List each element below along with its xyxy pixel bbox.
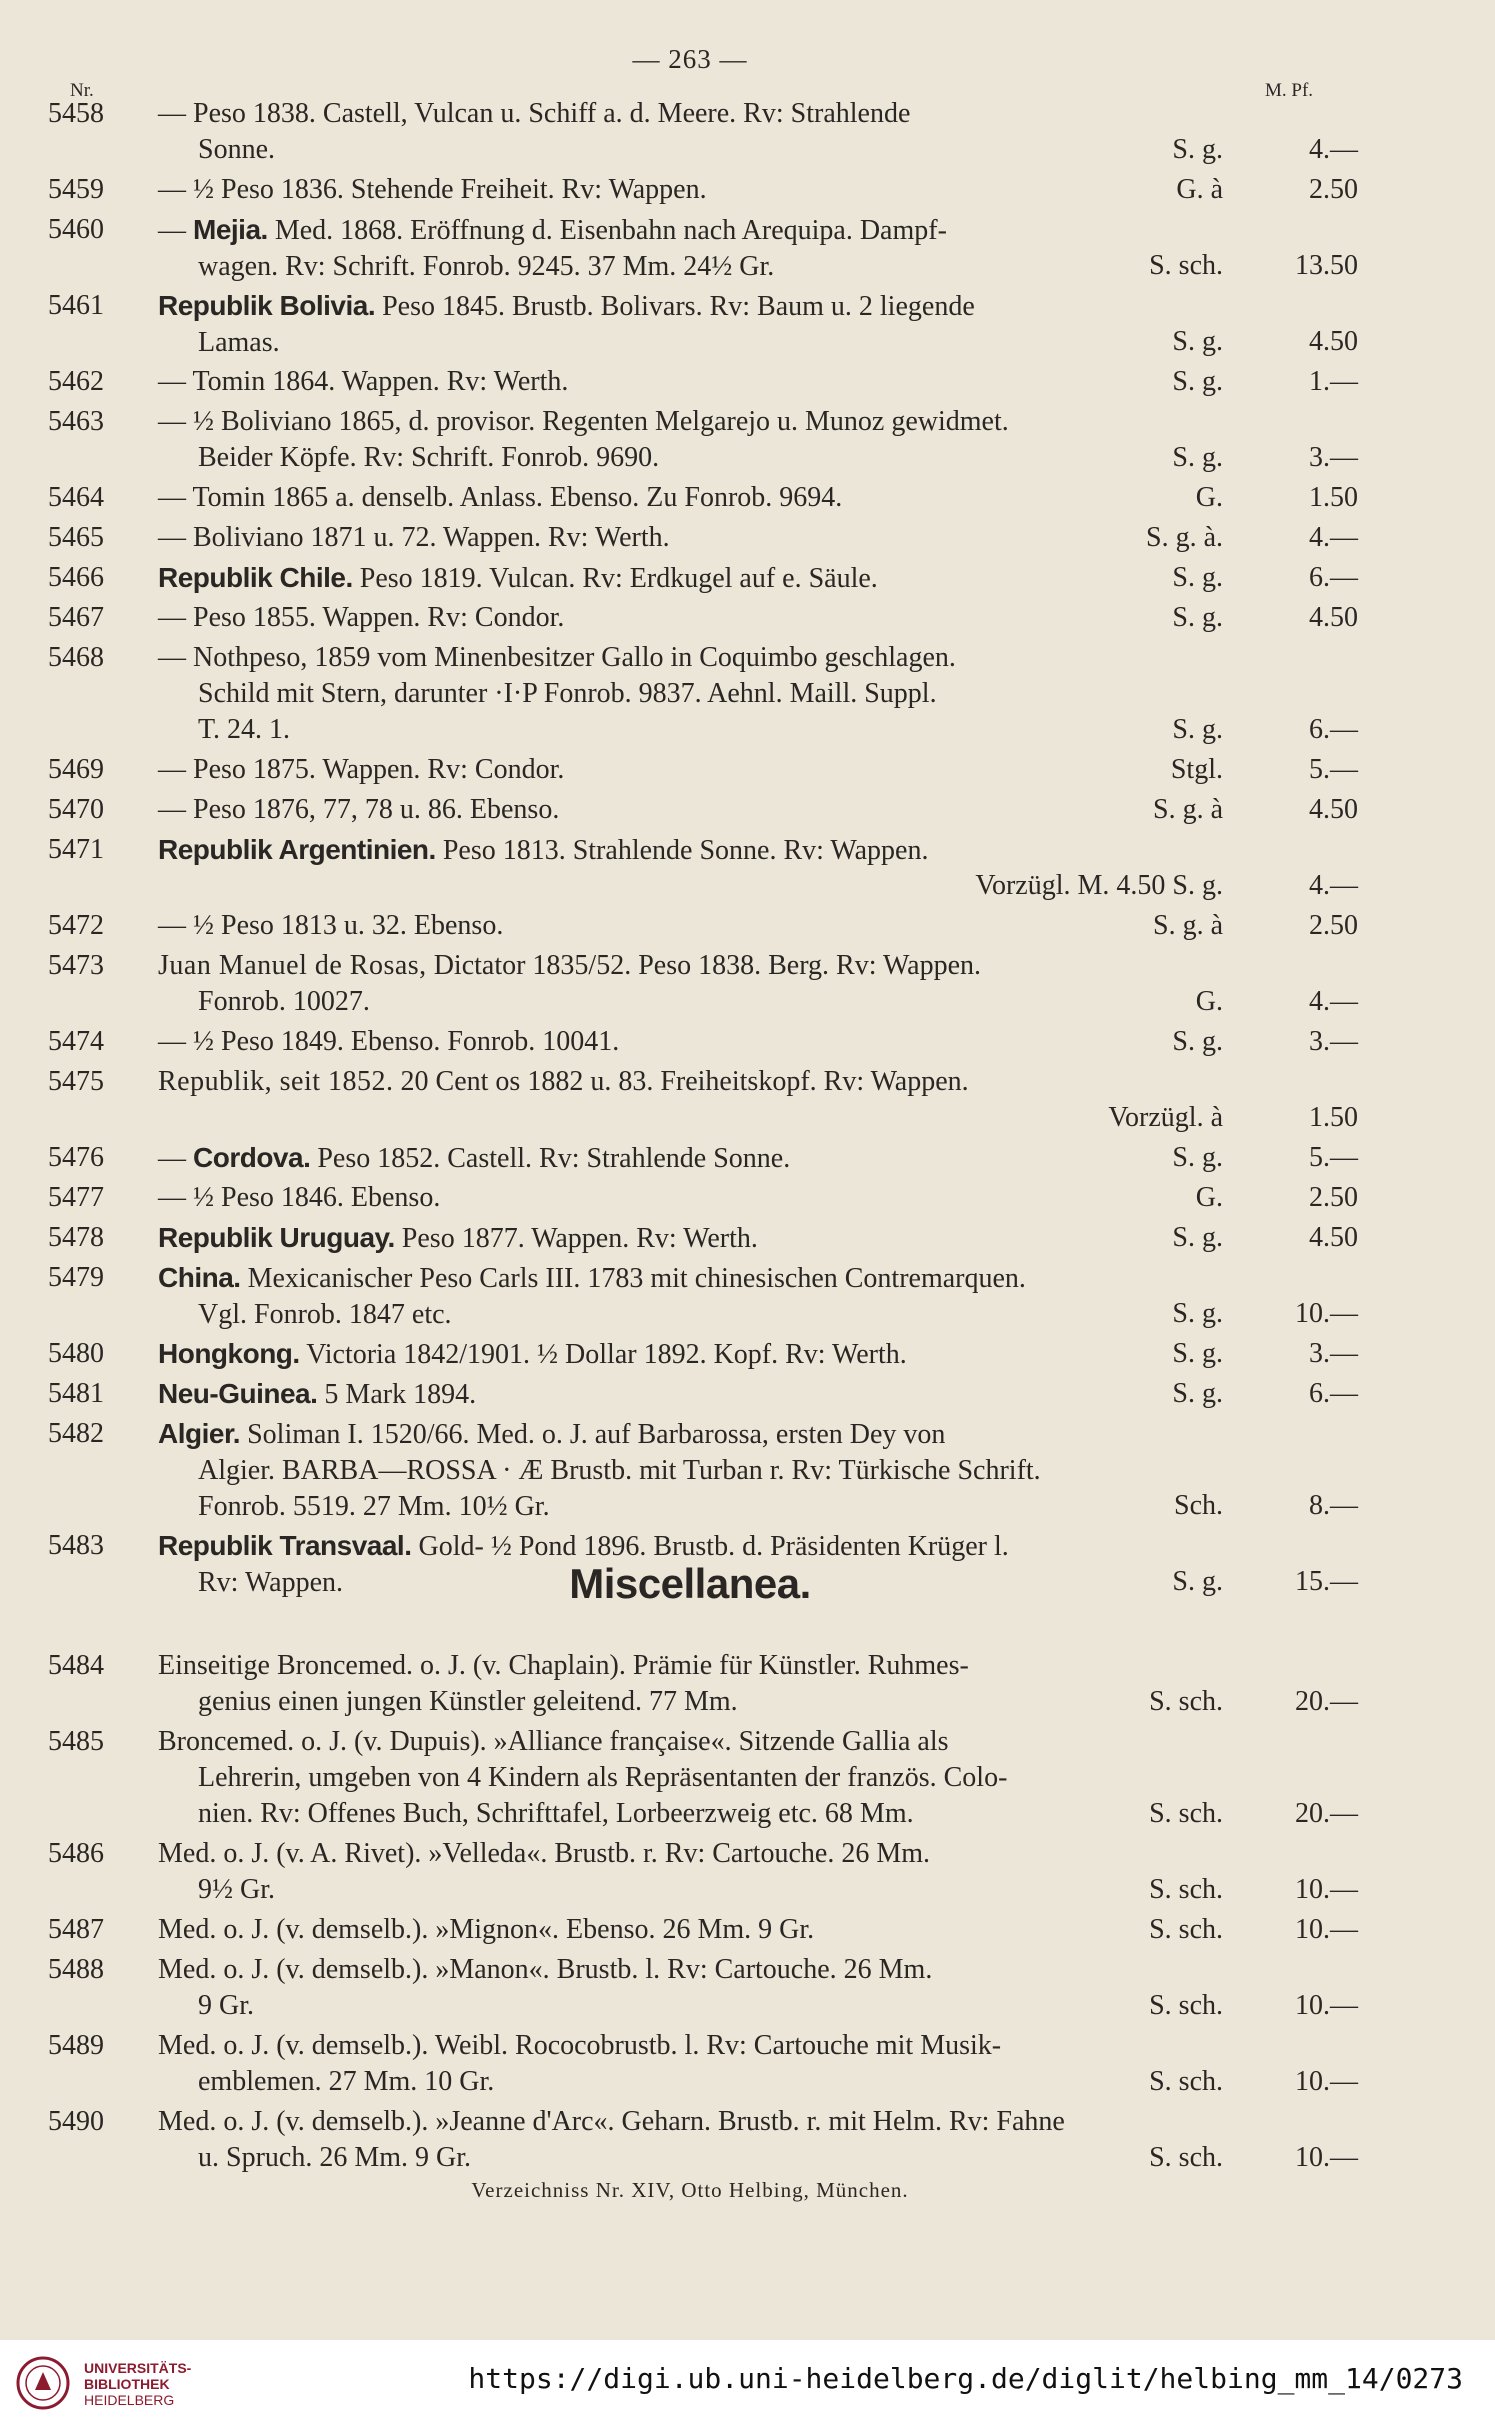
entry-number: 5464: [48, 482, 104, 513]
entry-grade: S. sch.: [1149, 1990, 1223, 2021]
description-line: [158, 212, 1158, 249]
description-line: [158, 364, 1158, 400]
entry-price: 6.—: [1309, 714, 1358, 745]
text-segment: Soliman I. 1520/66. Med. o. J. auf Barbarossa, ersten Dey von: [240, 1419, 946, 1450]
page-number: — 263 —: [632, 44, 748, 74]
entry-price: 1.50: [1309, 1102, 1358, 1133]
entry-price: 4.—: [1309, 870, 1358, 901]
entry-description: [158, 908, 1158, 944]
text-segment: 5 Mark 1894.: [317, 1379, 477, 1410]
text-segment: Med. o. J. (v. demselb.). »Jeanne d'Arc«. Geharn. Brustb. r. mit Helm. Rv: Fahne: [158, 2106, 1065, 2137]
entry-number: 5484: [48, 1650, 104, 1681]
description-line: [158, 752, 1158, 788]
entry-number: 5468: [48, 642, 104, 673]
entry-number: 5482: [48, 1418, 104, 1449]
entry-grade: S. sch.: [1149, 250, 1223, 281]
text-segment: Lamas.: [198, 327, 280, 358]
heading-word: Republik Bolivia.: [158, 290, 376, 321]
entry-description: [158, 364, 1158, 400]
entry-description: [158, 520, 1158, 556]
heading-word: Republik Transvaal.: [158, 1530, 412, 1561]
description-line: [158, 1376, 1158, 1413]
entry-number: 5489: [48, 2030, 104, 2061]
entry-description: [158, 1724, 1158, 1832]
entry-grade: Stgl.: [1170, 754, 1223, 785]
text-segment: — ½ Peso 1836. Stehende Freiheit. Rv: Wappen.: [158, 174, 707, 205]
entry-number: 5463: [48, 406, 104, 437]
heading-word: Algier.: [158, 1418, 241, 1449]
entry-number: 5480: [48, 1338, 104, 1369]
text-segment: — ½ Peso 1849. Ebenso. Fonrob. 10041.: [158, 1026, 620, 1057]
entry-grade: S. sch.: [1149, 1874, 1223, 1905]
text-segment: Peso 1819. Vulcan. Rv: Erdkugel auf e. Säule.: [352, 563, 878, 594]
column-header-price: M. Pf.: [1265, 80, 1314, 101]
logo-line: HEIDELBERG: [84, 2392, 175, 2408]
entry-description: [158, 792, 1158, 828]
viewer-bottom-bar: [0, 2340, 1495, 2426]
entry-price: 4.50: [1309, 326, 1358, 357]
entry-grade: S. g.: [1172, 1566, 1223, 1597]
description-line: [158, 440, 1158, 476]
description-line: [158, 2064, 1158, 2100]
entry-number: 5488: [48, 1954, 104, 1985]
description-line: [158, 288, 1158, 325]
entry-price: 20.—: [1295, 1686, 1358, 1717]
description-line: [158, 1724, 1158, 1760]
entry-description: [158, 1416, 1158, 1525]
text-segment: — Peso 1876, 77, 78 u. 86. Ebenso.: [158, 794, 560, 825]
entry-price: 8.—: [1309, 1490, 1358, 1521]
entry-grade: S. g. à: [1153, 794, 1223, 825]
description-line: [158, 325, 1158, 361]
entry-description: [158, 2104, 1158, 2176]
entry-number: 5481: [48, 1378, 104, 1409]
text-segment: Sonne.: [198, 134, 275, 165]
entry-description: [158, 560, 1158, 597]
text-segment: Fonrob. 5519. 27 Mm. 10½ Gr.: [198, 1491, 550, 1522]
entry-price: 2.50: [1309, 1182, 1358, 1213]
entry-number: 5478: [48, 1222, 104, 1253]
entry-description: [158, 1024, 1158, 1060]
entry-grade: S. g.: [1172, 714, 1223, 745]
entry-price: 5.—: [1309, 1142, 1358, 1173]
entry-price: 10.—: [1295, 1914, 1358, 1945]
entry-description: [158, 1376, 1158, 1413]
entry-number: 5490: [48, 2106, 104, 2137]
entry-description: [158, 1180, 1158, 1216]
description-line: [158, 1684, 1158, 1720]
entry-price: 10.—: [1295, 1298, 1358, 1329]
entry-description: [158, 212, 1158, 285]
description-line: [158, 792, 1158, 828]
entry-grade: S. sch.: [1149, 1914, 1223, 1945]
description-line: [158, 1140, 1158, 1177]
entry-number: 5458: [48, 98, 104, 129]
entry-grade: Sch.: [1174, 1490, 1223, 1521]
heading-word: Neu-Guinea.: [158, 1378, 318, 1409]
description-line: [158, 1988, 1158, 2024]
text-segment: emblemen. 27 Mm. 10 Gr.: [198, 2066, 495, 2097]
text-segment: 9 Gr.: [198, 1990, 254, 2021]
entry-number: 5470: [48, 794, 104, 825]
entry-price: 10.—: [1295, 2066, 1358, 2097]
description-line: [158, 132, 1158, 168]
entry-description: [158, 948, 1158, 1020]
text-segment: — ½ Peso 1846. Ebenso.: [158, 1182, 441, 1213]
text-segment: Victoria 1842/1901. ½ Dollar 1892. Kopf. Rv: Werth.: [299, 1339, 907, 1370]
heading-word: Republik Uruguay.: [158, 1222, 395, 1253]
entry-description: [158, 96, 1158, 168]
entry-price: 3.—: [1309, 1338, 1358, 1369]
entry-grade: S. g.: [1172, 562, 1223, 593]
entry-description: [158, 640, 1158, 748]
description-line: [158, 600, 1158, 636]
text-segment: — Peso 1875. Wappen. Rv: Condor.: [158, 754, 565, 785]
entry-description: [158, 1836, 1158, 1908]
entry-grade: G.: [1195, 1182, 1223, 1213]
entry-price: 2.50: [1309, 174, 1358, 205]
description-line: [158, 1220, 1158, 1257]
description-line: [158, 1180, 1158, 1216]
description-line: [158, 172, 1158, 208]
text-segment: — Tomin 1864. Wappen. Rv: Werth.: [158, 366, 569, 397]
description-line: [158, 96, 1158, 132]
text-segment: 20 Cent os 1882 u. 83. Freiheitskopf. Rv: Wappen.: [393, 1066, 969, 1097]
description-line: [158, 1297, 1158, 1333]
description-line: [158, 1796, 1158, 1832]
catalogue-footer: Verzeichniss Nr. XIV, Otto Helbing, München.: [471, 2178, 909, 2202]
text-segment: wagen. Rv: Schrift. Fonrob. 9245. 37 Mm. 24½ Gr.: [198, 251, 775, 282]
entry-number: 5467: [48, 602, 104, 633]
text-segment: — Peso 1855. Wappen. Rv: Condor.: [158, 602, 565, 633]
entry-number: 5459: [48, 174, 104, 205]
description-line: [158, 2028, 1158, 2064]
description-line: [158, 908, 1158, 944]
entry-price: 4.50: [1309, 794, 1358, 825]
page-url[interactable]: https://digi.ub.uni-heidelberg.de/diglit/helbing_mm_14/0273: [468, 2362, 1463, 2395]
entry-number: 5474: [48, 1026, 104, 1057]
entry-grade: S. sch.: [1149, 2066, 1223, 2097]
entry-grade: S. g.: [1172, 442, 1223, 473]
library-logo-text: [84, 2360, 191, 2408]
entry-grade: S. g.: [1172, 1222, 1223, 1253]
description-line: [158, 560, 1158, 597]
entry-number: 5477: [48, 1182, 104, 1213]
text-segment: — Nothpeso, 1859 vom Minenbesitzer Gallo in Coquimbo geschlagen.: [158, 642, 956, 673]
entry-description: [158, 288, 1158, 361]
description-line: [158, 1260, 1158, 1297]
entry-description: [158, 1912, 1158, 1948]
entry-number: 5473: [48, 950, 104, 981]
text-segment: 9½ Gr.: [198, 1874, 275, 1905]
description-line: [158, 832, 1158, 869]
entry-grade: S. g.: [1172, 1298, 1223, 1329]
description-line: [158, 1064, 1158, 1100]
entry-number: 5471: [48, 834, 104, 865]
entry-number: 5485: [48, 1726, 104, 1757]
entry-description: [158, 832, 1158, 869]
entry-description: [158, 1260, 1158, 1333]
text-segment: u. Spruch. 26 Mm. 9 Gr.: [198, 2142, 471, 2173]
entry-price: 13.50: [1295, 250, 1358, 281]
text-segment: T. 24. 1.: [198, 714, 291, 745]
text-segment: Schild mit Stern, darunter ·I·P Fonrob. 9837. Aehnl. Maill. Suppl.: [198, 678, 937, 709]
heading-word: Juan Manuel de Rosas,: [158, 950, 427, 981]
entry-description: [158, 752, 1158, 788]
entry-price: 10.—: [1295, 1990, 1358, 2021]
description-line: [158, 1872, 1158, 1908]
description-line: [158, 404, 1158, 440]
heading-word: Hongkong.: [158, 1338, 300, 1369]
entry-price: 4.50: [1309, 602, 1358, 633]
entry-number: 5472: [48, 910, 104, 941]
text-segment: Peso 1845. Brustb. Bolivars. Rv: Baum u. 2 liegende: [375, 291, 975, 322]
text-segment: Med. o. J. (v. demselb.). »Manon«. Brustb. l. Rv: Cartouche. 26 Mm.: [158, 1954, 933, 1985]
entry-price: 3.—: [1309, 1026, 1358, 1057]
entry-number: 5475: [48, 1066, 104, 1097]
entry-price: 3.—: [1309, 442, 1358, 473]
entry-grade: S. g.: [1172, 134, 1223, 165]
entry-grade: S. g.: [1172, 1026, 1223, 1057]
text-segment: Vgl. Fonrob. 1847 etc.: [198, 1299, 452, 1330]
university-seal-icon: [16, 2356, 70, 2410]
entry-description: [158, 1064, 1158, 1100]
entry-price: 1.—: [1309, 366, 1358, 397]
entry-price: 4.—: [1309, 522, 1358, 553]
entry-number: 5486: [48, 1838, 104, 1869]
description-line: [158, 2140, 1158, 2176]
text-segment: Rv: Wappen.: [198, 1567, 343, 1598]
entry-number: 5476: [48, 1142, 104, 1173]
description-line: [158, 984, 1158, 1020]
entry-grade: G.: [1195, 482, 1223, 513]
entry-grade: S. g.: [1172, 326, 1223, 357]
description-line: [158, 1952, 1158, 1988]
text-segment: Gold- ½ Pond 1896. Brustb. d. Präsidenten Krüger l.: [411, 1531, 1009, 1562]
text-segment: — ½ Boliviano 1865, d. provisor. Regenten Melgarejo u. Munoz gewidmet.: [158, 406, 1009, 437]
entry-description: [158, 1220, 1158, 1257]
entry-description: [158, 480, 1158, 516]
description-line: [158, 1024, 1158, 1060]
entry-number: 5461: [48, 290, 104, 321]
entry-description: [158, 2028, 1158, 2100]
entry-number: 5460: [48, 214, 104, 245]
description-line: [158, 1760, 1158, 1796]
entry-price: 6.—: [1309, 562, 1358, 593]
text-segment: nien. Rv: Offenes Buch, Schrifttafel, Lorbeerzweig etc. 68 Mm.: [198, 1798, 914, 1829]
entry-grade: S. g.: [1172, 1338, 1223, 1369]
entry-description: [158, 1336, 1158, 1373]
text-segment: Peso 1877. Wappen. Rv: Werth.: [394, 1223, 758, 1254]
entry-grade: S. g.: [1172, 1142, 1223, 1173]
entry-number: 5462: [48, 366, 104, 397]
entry-price: 10.—: [1295, 2142, 1358, 2173]
entry-grade: S. g. à: [1153, 910, 1223, 941]
entry-description: [158, 600, 1158, 636]
logo-line: UNIVERSITÄTS-: [84, 2360, 192, 2376]
entry-grade: S. sch.: [1149, 2142, 1223, 2173]
entry-description: [158, 1140, 1158, 1177]
entry-grade: G. à: [1176, 174, 1223, 205]
entry-number: 5487: [48, 1914, 104, 1945]
text-segment: Algier. BARBA—ROSSA · Æ Brustb. mit Turban r. Rv: Türkische Schrift.: [198, 1455, 1041, 1486]
description-line: [158, 1453, 1158, 1489]
entry-number: 5465: [48, 522, 104, 553]
entry-price: 4.50: [1309, 1222, 1358, 1253]
entry-price: 5.—: [1309, 754, 1358, 785]
entry-price: 2.50: [1309, 910, 1358, 941]
entry-price: 4.—: [1309, 986, 1358, 1017]
text-segment: Peso 1852. Castell. Rv: Strahlende Sonne.: [310, 1143, 791, 1174]
description-line: [158, 2104, 1158, 2140]
text-segment: Broncemed. o. J. (v. Dupuis). »Alliance française«. Sitzende Gallia als: [158, 1726, 949, 1757]
description-line: [158, 1489, 1158, 1525]
section-heading: Miscellanea.: [569, 1560, 811, 1607]
text-segment: —: [158, 1143, 193, 1174]
entry-number: 5469: [48, 754, 104, 785]
entry-number: 5466: [48, 562, 104, 593]
entry-number: 5479: [48, 1262, 104, 1293]
heading-word: Cordova.: [193, 1142, 311, 1173]
text-segment: — Peso 1838. Castell, Vulcan u. Schiff a. d. Meere. Rv: Strahlende: [158, 98, 911, 129]
entry-description: [158, 404, 1158, 476]
heading-word: Republik, seit 1852.: [158, 1066, 394, 1097]
entry-grade: S. g.: [1172, 1378, 1223, 1409]
entry-description: [158, 172, 1158, 208]
entry-price: 15.—: [1295, 1566, 1358, 1597]
description-line: [158, 640, 1158, 676]
heading-word: Mejia.: [193, 214, 268, 245]
entry-grade: S. g. à.: [1146, 522, 1223, 553]
text-segment: Lehrerin, umgeben von 4 Kindern als Repräsentanten der französ. Colo-: [198, 1762, 1008, 1793]
entry-price: 4.—: [1309, 134, 1358, 165]
text-segment: — Boliviano 1871 u. 72. Wappen. Rv: Werth.: [158, 522, 670, 553]
text-segment: Dictator 1835/52. Peso 1838. Berg. Rv: Wappen.: [426, 950, 982, 981]
text-segment: genius einen jungen Künstler geleitend. 77 Mm.: [198, 1686, 738, 1717]
entry-grade: S. g.: [1172, 366, 1223, 397]
description-line: [158, 948, 1158, 984]
logo-line: BIBLIOTHEK: [84, 2376, 170, 2392]
text-segment: Fonrob. 10027.: [198, 986, 370, 1017]
column-header-number: Nr.: [70, 80, 94, 101]
text-segment: —: [158, 215, 193, 246]
description-line: [158, 520, 1158, 556]
entry-grade: S. sch.: [1149, 1798, 1223, 1829]
text-segment: — ½ Peso 1813 u. 32. Ebenso.: [158, 910, 504, 941]
entry-price: 20.—: [1295, 1798, 1358, 1829]
entry-grade: S. sch.: [1149, 1686, 1223, 1717]
entry-description: [158, 1648, 1158, 1720]
text-segment: Peso 1813. Strahlende Sonne. Rv: Wappen.: [435, 835, 929, 866]
description-line: [158, 1336, 1158, 1373]
entry-grade: Vorzügl. à: [1108, 1102, 1223, 1133]
text-segment: Mexicanischer Peso Carls III. 1783 mit chinesischen Contremarquen.: [240, 1263, 1026, 1294]
entry-price: 1.50: [1309, 482, 1358, 513]
entry-description: [158, 1952, 1158, 2024]
text-segment: Einseitige Broncemed. o. J. (v. Chaplain). Prämie für Künstler. Ruhmes-: [158, 1650, 969, 1681]
heading-word: China.: [158, 1262, 241, 1293]
entry-grade: S. g.: [1172, 602, 1223, 633]
heading-word: Republik Chile.: [158, 562, 353, 593]
description-line: [158, 1836, 1158, 1872]
text-segment: Med. o. J. (v. A. Rivet). »Velleda«. Brustb. r. Rv: Cartouche. 26 Mm.: [158, 1838, 930, 1869]
description-line: [158, 1648, 1158, 1684]
entry-price: 6.—: [1309, 1378, 1358, 1409]
text-segment: Med. o. J. (v. demselb.). »Mignon«. Ebenso. 26 Mm. 9 Gr.: [158, 1914, 815, 1945]
description-line: [158, 1912, 1158, 1948]
description-line: [158, 249, 1158, 285]
entry-grade: G.: [1195, 986, 1223, 1017]
entry-number: 5483: [48, 1530, 104, 1561]
entry-price: 10.—: [1295, 1874, 1358, 1905]
text-segment: Med. o. J. (v. demselb.). Weibl. Rococobrustb. l. Rv: Cartouche mit Musik-: [158, 2030, 1002, 2061]
description-line: [158, 676, 1158, 712]
text-segment: — Tomin 1865 a. denselb. Anlass. Ebenso. Zu Fonrob. 9694.: [158, 482, 843, 513]
description-line: [158, 712, 1158, 748]
text-segment: Beider Köpfe. Rv: Schrift. Fonrob. 9690.: [198, 442, 660, 473]
description-line: [158, 1416, 1158, 1453]
heading-word: Republik Argentinien.: [158, 834, 436, 865]
text-segment: Med. 1868. Eröffnung d. Eisenbahn nach Arequipa. Dampf-: [267, 215, 947, 246]
description-line: [158, 480, 1158, 516]
entry-grade: Vorzügl. M. 4.50 S. g.: [975, 870, 1223, 901]
